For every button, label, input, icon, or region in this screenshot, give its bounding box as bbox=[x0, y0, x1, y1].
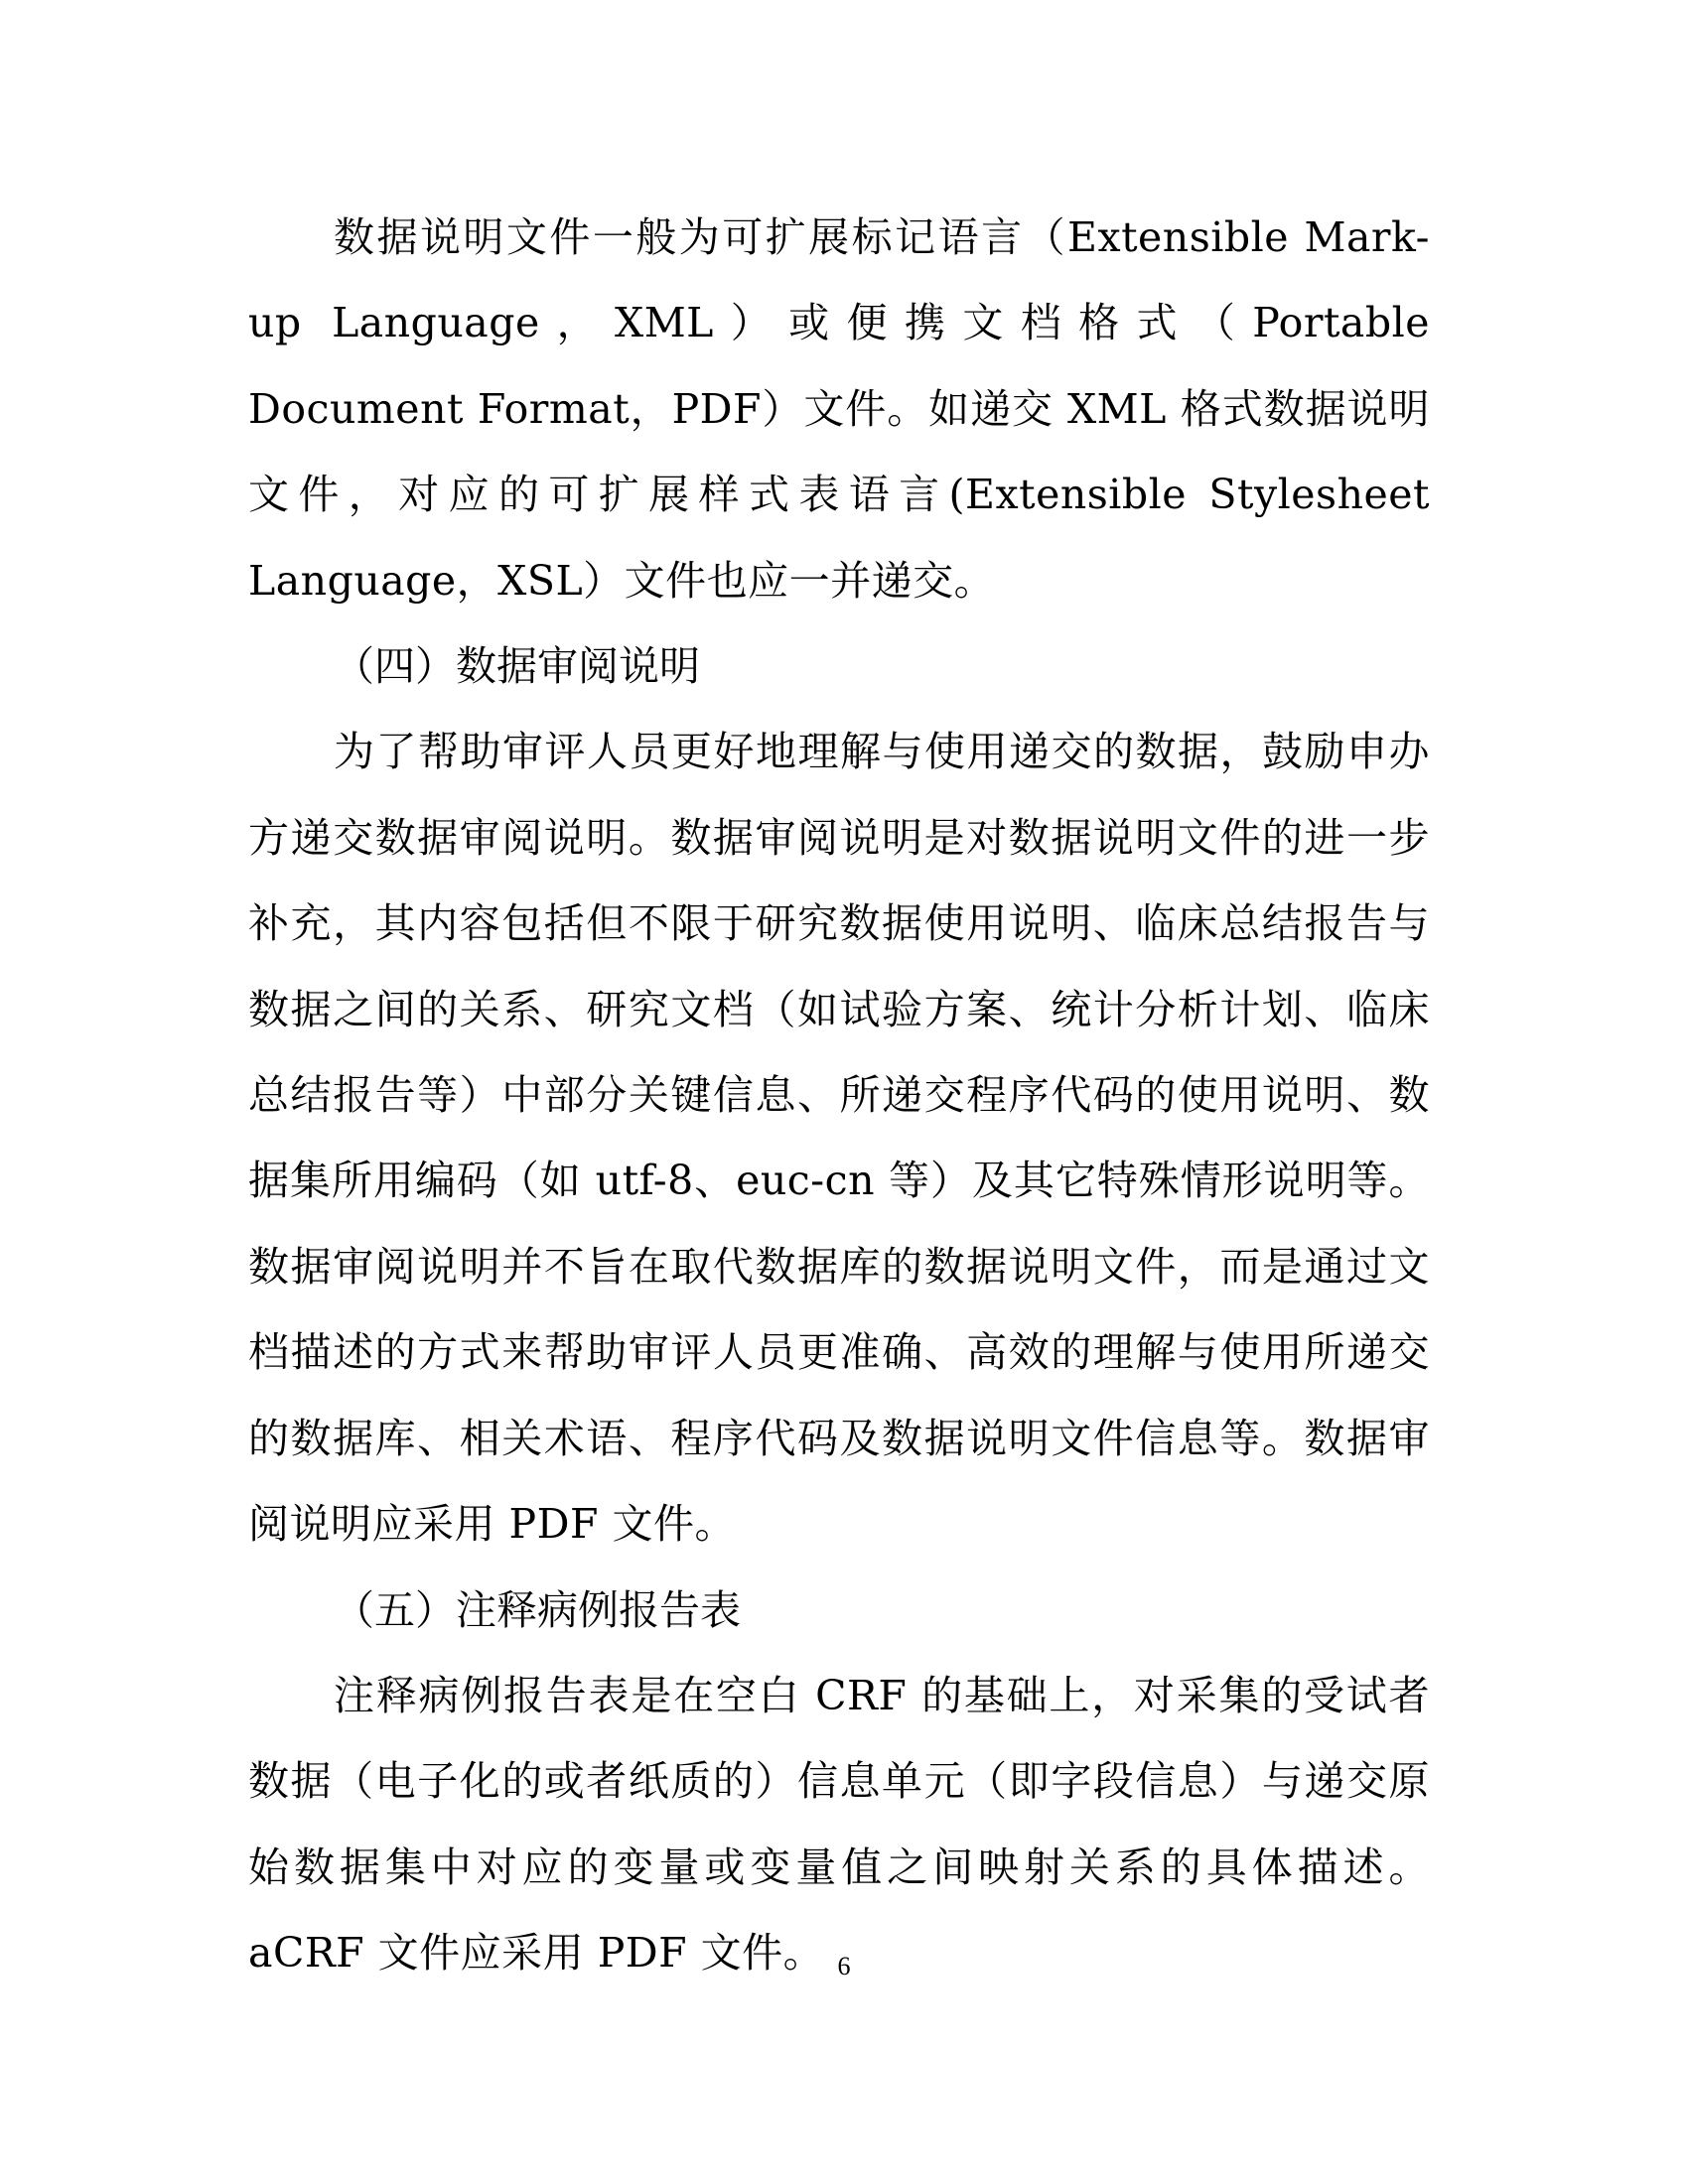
section-heading-annotated-crf: （五）注释病例报告表 bbox=[334, 1585, 741, 1634]
paragraph-annotated-crf: 注释病例报告表是在空白 CRF 的基础上，对采集的受试者数据（电子化的或者纸质的）信息单元（即字段信息）与递交原始数据集中对应的变量或变量值之间映射关系的具体描述。aCRF 文件应采用 PDF 文件。 bbox=[248, 1671, 1430, 1978]
paragraph-data-review-guide: 为了帮助审评人员更好地理解与使用递交的数据，鼓励申办方递交数据审阅说明。数据审阅说明是对数据说明文件的进一步补充，其内容包括但不限于研究数据使用说明、临床总结报告与数据之间的关系、研究文档（如试验方案、统计分析计划、临床总结报告等）中部分关键信息、所递交程序代码的使用说明、数据集所用编码（如 utf-8、euc-cn 等）及其它特殊情形说明等。数据审阅说明并不旨在取代数据库的数据说明文件，而是通过文档描述的方式来帮助审评人员更准确、高效的理解与使用所递交的数据库、相关术语、程序代码及数据说明文件信息等。数据审阅说明应采用 PDF 文件。 bbox=[248, 728, 1430, 1549]
paragraph-data-definition-format: 数据说明文件一般为可扩展标记语言（Extensible Mark-up Language，XML）或便携文档格式（Portable Document Format，PDF）文件。如递交 XML 格式数据说明文件，对应的可扩展样式表语言(Extensible Stylesheet Language，XSL）文件也应一并递交。 bbox=[248, 213, 1430, 605]
page-number: 6 bbox=[837, 1952, 851, 1980]
document-body bbox=[248, 195, 1430, 1996]
section-heading-data-review-guide: （四）数据审阅说明 bbox=[334, 642, 700, 691]
